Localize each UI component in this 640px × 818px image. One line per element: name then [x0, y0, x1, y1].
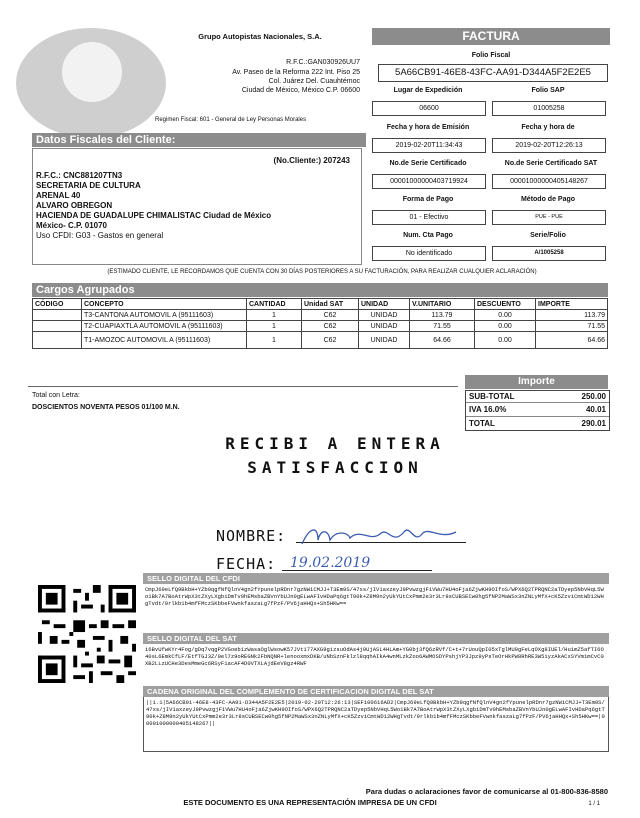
subtotal-value: 250.00 [581, 392, 606, 401]
table-row [33, 332, 608, 349]
nombre-label: NOMBRE: [216, 527, 287, 545]
client-header: Datos Fiscales del Cliente: [32, 133, 366, 147]
iva-row [466, 403, 609, 417]
serie-cert-value: 00001000000403719924 [372, 174, 486, 189]
totals-box [465, 390, 610, 431]
client-street: ARENAL 40 [36, 191, 81, 200]
col-importe: IMPORTE [536, 299, 608, 310]
col-unitario: V.UNITARIO [410, 299, 475, 310]
cell-unitario: 71.55 [410, 321, 475, 332]
sello-sat-header: SELLO DIGITAL DEL SAT [143, 633, 609, 644]
cell-importe: 64.66 [536, 332, 608, 349]
lugar-value: 06600 [372, 101, 486, 116]
importe-header: Importe [465, 375, 608, 389]
footer-representacion: ESTE DOCUMENTO ES UNA REPRESENTACIÓN IMPRESA DE UN CFDI [183, 798, 437, 807]
client-uso: Uso CFDI: G03 - Gastos en general [36, 231, 164, 240]
stamp-line2: SATISFACCION [247, 458, 423, 477]
page-number: 1 / 1 [588, 801, 600, 807]
col-descuento: DESCUENTO [475, 299, 536, 310]
metodo-pago-label: Método de Pago [520, 196, 576, 203]
forma-pago-value: 01 - Efectivo [372, 210, 486, 225]
folio-sap-value: 01005258 [492, 101, 606, 116]
subtotal-row [466, 391, 609, 403]
cadena-section [143, 686, 609, 752]
cargos-header: Cargos Agrupados [32, 283, 608, 297]
cadena-header: CADENA ORIGINAL DEL COMPLEMENTO DE CERTIFICACION DIGITAL DEL SAT [143, 686, 609, 697]
company-logo [16, 28, 166, 138]
stamp-line1: RECIBI A ENTERA [225, 434, 445, 453]
serie-cert-sat-label: No.de Serie Certificado SAT [504, 160, 598, 167]
fecha-handwritten: 19.02.2019 [290, 555, 371, 571]
client-name: SECRETARIA DE CULTURA [36, 181, 141, 190]
cell-unidad: UNIDAD [359, 321, 410, 332]
client-colonia: ALVARO OBREGON [36, 201, 113, 210]
serie-folio-value: A/1005258 [492, 246, 606, 261]
cell-unidad: UNIDAD [359, 332, 410, 349]
forma-pago-label: Forma de Pago [402, 196, 454, 203]
total-letra-value: DOSCIENTOS NOVENTA PESOS 01/100 M.N. [32, 404, 180, 411]
cell-unidad-sat: C62 [302, 332, 359, 349]
serie-cert-label: No.de Serie Certificado [389, 160, 467, 167]
cell-unidad-sat: C62 [302, 321, 359, 332]
cell-concepto: T3-CANTONA AUTOMOVIL A (95111603) [82, 310, 247, 321]
cell-codigo [33, 332, 82, 349]
notice-text: (ESTIMADO CLIENTE, LE RECORDAMOS QUE CUENTA CON 30 DÍAS POSTERIORES A SU FACTURACIÓN, PARA REALIZAR CUALQUIER ACLARACIÓN) [107, 269, 537, 275]
issuer-rfc: R.F.C.:GAN030926UU7 [286, 59, 360, 66]
cell-unidad-sat: C62 [302, 310, 359, 321]
cargos-table [32, 298, 608, 349]
cell-codigo [33, 321, 82, 332]
metodo-pago-value: PUE - PUE [492, 210, 606, 225]
client-number: (No.Cliente:) 207243 [273, 156, 350, 165]
issuer-regimen: Regimen Fiscal: 601 - General de Ley Personas Morales [155, 117, 307, 123]
cell-cantidad: 1 [247, 321, 302, 332]
cell-cantidad: 1 [247, 332, 302, 349]
sello-sat-text: i6BvUfwKYr4Fog/gDq7vqgP2VGoeb1zWasaOglWsowK57JVt177AXG9gizsuOdAs4j0UjASL4HLAm+YG0bj3fQ6zRVf/C+t+7rUouQpI05xTglMU9gFeLqOXg8IUEl/Hu1mZ5afTI6O40sL6EmkCfLF/EtfTGJ3Z/0el7z9oREGNk2FbNQNR+lenooxmxDKB/uNbSznFklzl8qqhAIkA4wnMLzkZoo6AWMOSDYPshjYP3Jpz9yPsTeOrHkPW8RhRE3W5iyzAkACxSYVm1mCvC0XB2LLzUCHe3DesMmeGc6RSyF1acAF4D0VTXLAjdEeV8gz4RWF [145, 646, 604, 667]
signature-scribble [296, 522, 466, 552]
fecha-value: 2019-02-20T12:26:13 [492, 138, 606, 153]
col-cantidad: CANTIDAD [247, 299, 302, 310]
cell-descuento: 0.00 [475, 321, 536, 332]
cadena-text: ||1.1|5A66CB91-46E8-43FC-AA91-D344A5F2E2E5|2019-02-20T12:26:13|SEF100616AD2|CmpJ69eLfQ9BkbH+YZb9qgfNfQlnV4gn2fYpunelpRDnr7gzNWiCMJJ+T3Em9S/47xs/jIV1axzeyJ9PvwzgjF1VWu7HU4oFja6ZjwKH9OIfoS/WPX6Q2TPRQNC2aTDyep5NbVHqL5Wo1Bk7A7BoAtrWpX3tZXyLXgbiDmTv0hEMsbaZBVnYbUJn0gELwAFIvHDaPq6gtT90k+Z8M9n2yUkYUtCxPmm2e3r3Lr8sCUBSECw0hg5fNP2MaWSx3nZNLyMfX+cK5ZzviCmtWD12WHgTvdt/9rlkb1b4mfFMczSKbbeFVwnkfaszaLg7fPzF/PV6jaHHQx+Sh5HKw==|00001000000405148267|| [143, 697, 609, 752]
cell-importe: 71.55 [536, 321, 608, 332]
cell-codigo [33, 310, 82, 321]
cell-descuento: 0.00 [475, 310, 536, 321]
col-concepto: CONCEPTO [82, 299, 247, 310]
fecha-stamp-label: FECHA: [216, 555, 277, 573]
total-label: TOTAL [469, 419, 495, 428]
col-codigo: CÓDIGO [33, 299, 82, 310]
col-unidad: UNIDAD [359, 299, 410, 310]
fecha-label: Fecha y hora de [521, 124, 575, 131]
client-rfc: R.F.C.: CNC881207TN3 [36, 171, 123, 180]
total-letra-label: Total con Letra: [32, 392, 80, 399]
cell-unitario: 64.66 [410, 332, 475, 349]
fecha-emision-value: 2019-02-20T11:34:43 [372, 138, 486, 153]
table-row [33, 321, 608, 332]
qr-code-icon [38, 585, 136, 683]
total-value: 290.01 [581, 419, 606, 428]
num-cta-value: No identificado [372, 246, 486, 261]
subtotal-label: SUB-TOTAL [469, 392, 515, 401]
client-details [36, 171, 271, 241]
cell-descuento: 0.00 [475, 332, 536, 349]
issuer-address3: Ciudad de México, México C.P. 06600 [241, 87, 360, 94]
fecha-emision-label: Fecha y hora de Emisión [386, 124, 470, 131]
client-cp: México- C.P. 01070 [36, 221, 108, 230]
issuer-address2: Col. Juárez Del. Cuauhtémoc [268, 78, 360, 85]
iva-label: IVA 16.0% [469, 405, 507, 414]
cell-concepto: T2-CUAPIAXTLA AUTOMOVIL A (95111603) [82, 321, 247, 332]
folio-fiscal-label: Folio Fiscal [471, 52, 511, 59]
cell-unitario: 113.79 [410, 310, 475, 321]
factura-title: FACTURA [372, 28, 610, 45]
sello-cfdi-text: CmpJ69eLfQ9BkbH+YZb9qgfNfQlnV4gn2fYpunelpRDnr7gzNWiCMJJ+T3Em9S/47xs/jIV1axzeyJ9PvwzgjF1VWu7HU4oFja6ZjwKH9OIfoS/WPX6Q2TPRQNC2aTDyep5NbVHqL5Wo1Bk7A7BoAtrWpX3tZXyLXgbiDmTv0hEMsbaZBVnYbUJn0gELwAFIvHDaPq6gtT90k+Z8M9n2yUkYUtCxPmm2e3r3Lr8sCUBSECw0hg5fNP2MaWSx3nZNLyMfX+cK5ZzviCmtWD12WHgTvdt/9rlkb1b4mfFMczSKbbeFVwnkfaszaLg7fPzF/PV6jaHHQx+Sh5HKw== [145, 586, 604, 607]
sello-cfdi-header: SELLO DIGITAL DEL CFDI [143, 573, 609, 584]
issuer-address1: Av. Paseo de la Reforma 222 Int. Piso 25 [232, 69, 360, 76]
num-cta-label: Num. Cta Pago [403, 232, 453, 239]
footer-dudas: Para dudas o aclaraciones favor de comunicarse al 01-800-836-8580 [365, 787, 608, 796]
folio-fiscal-value: 5A66CB91-46E8-43FC-AA91-D344A5F2E2E5 [378, 64, 608, 82]
cell-cantidad: 1 [247, 310, 302, 321]
sello-sat-section [143, 633, 609, 684]
col-unidad-sat: Unidad SAT [302, 299, 359, 310]
cell-importe: 113.79 [536, 310, 608, 321]
serie-folio-label: Serie/Folio [530, 232, 566, 239]
total-row [466, 417, 609, 430]
table-row [33, 310, 608, 321]
cargos-header-row [33, 299, 608, 310]
sello-cfdi-section [143, 573, 609, 630]
client-hacienda: HACIENDA DE GUADALUPE CHIMALISTAC Ciudad de México [36, 211, 272, 220]
folio-sap-label: Folio SAP [531, 87, 565, 94]
serie-cert-sat-value: 00001000000405148267 [492, 174, 606, 189]
cell-unidad: UNIDAD [359, 310, 410, 321]
iva-value: 40.01 [585, 405, 606, 414]
lugar-label: Lugar de Expedición [393, 87, 463, 94]
issuer-name: Grupo Autopistas Nacionales, S.A. [198, 32, 322, 41]
cell-concepto: T1-AMOZOC AUTOMOVIL A (95111603) [82, 332, 247, 349]
